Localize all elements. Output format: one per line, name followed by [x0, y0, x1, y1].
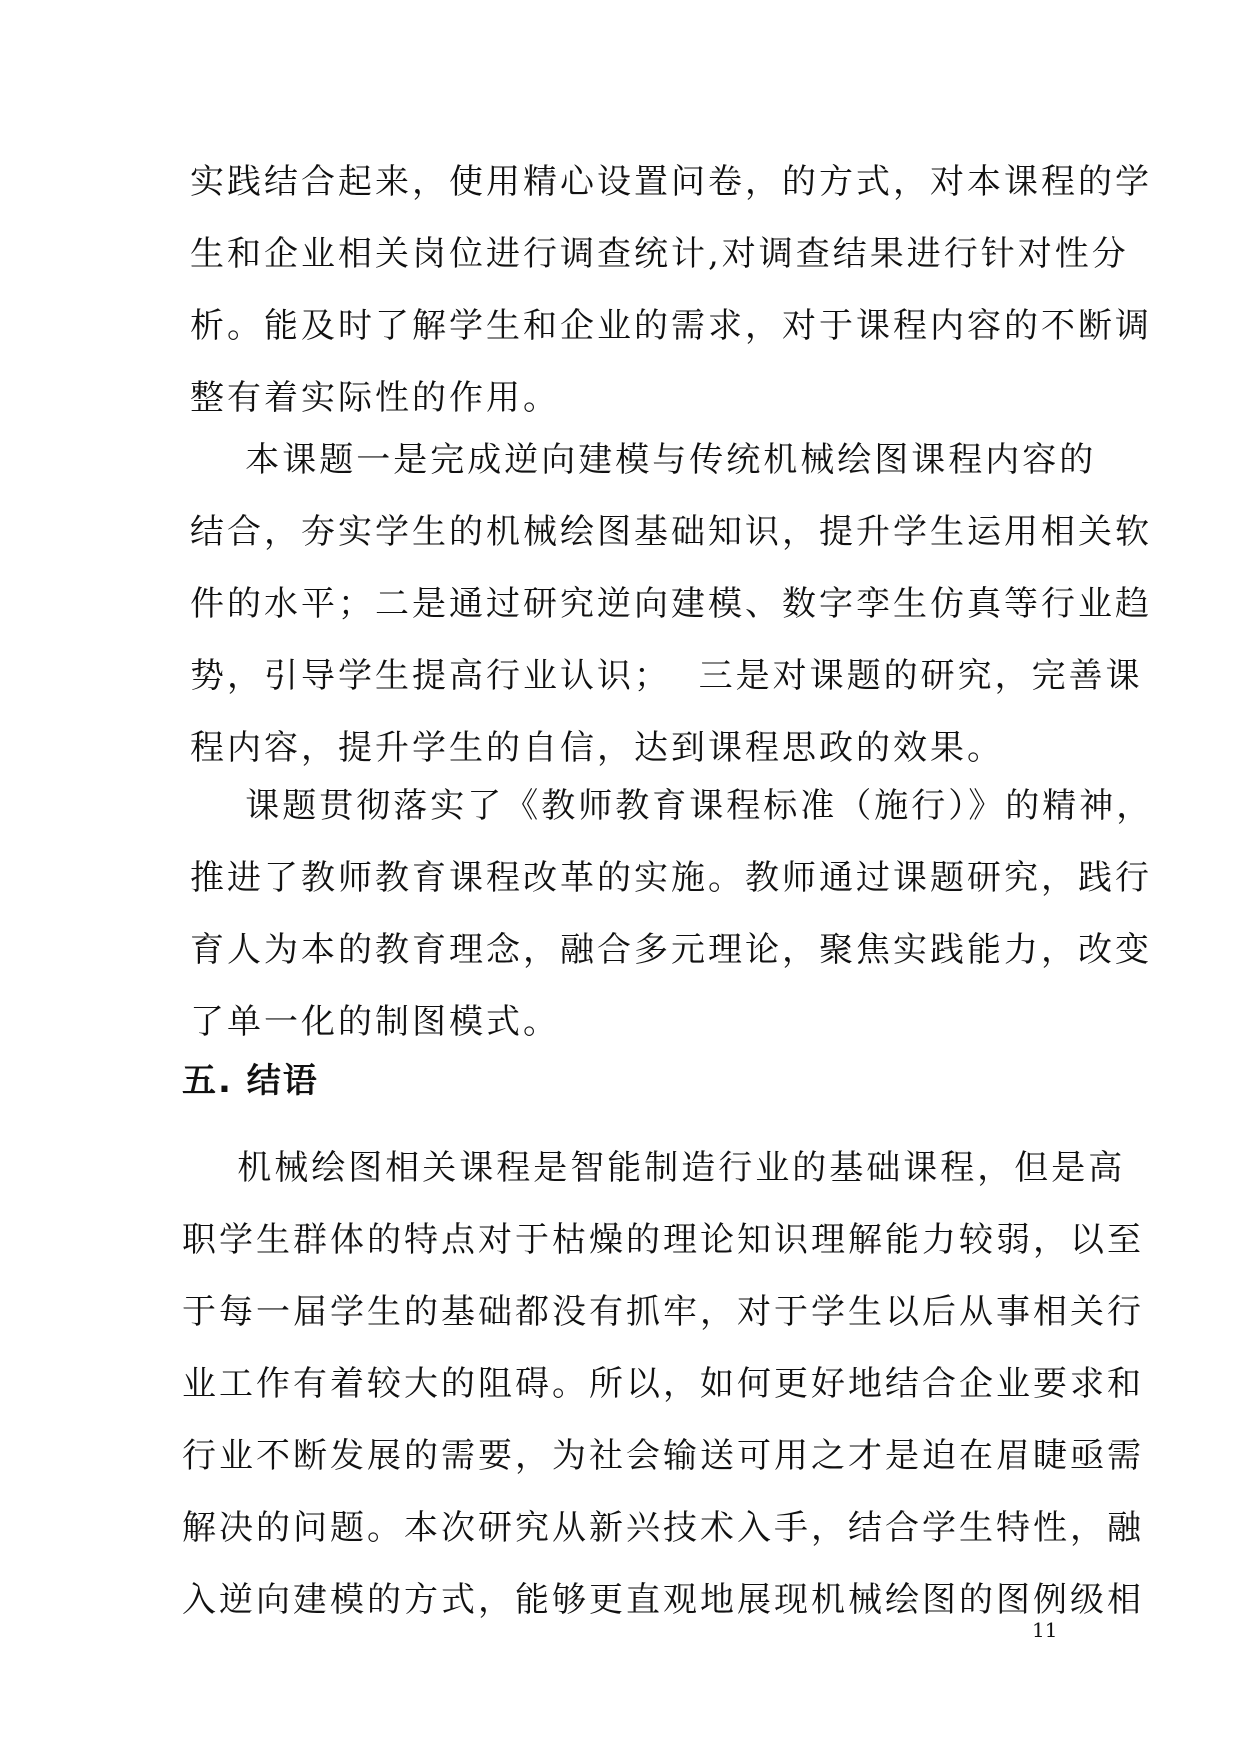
paragraph-line: 育人为本的教育理念，融合多元理论，聚焦实践能力，改变: [190, 930, 1152, 970]
paragraph-line: 件的水平；二是通过研究逆向建模、数字孪生仿真等行业趋: [190, 584, 1152, 624]
paragraph-line: 程内容，提升学生的自信，达到课程思政的效果。: [190, 728, 1004, 768]
paragraph-line: 推进了教师教育课程改革的实施。教师通过课题研究，践行: [190, 858, 1152, 898]
paragraph-line: 结合，夯实学生的机械绘图基础知识，提升学生运用相关软: [190, 512, 1152, 552]
paragraph-policy: [190, 770, 1154, 1058]
paragraph-line: 解决的问题。本次研究从新兴技术入手，结合学生特性，融: [182, 1508, 1144, 1548]
paragraph-line: 生和企业相关岗位进行调查统计,对调查结果进行针对性分: [190, 234, 1129, 274]
paragraph-objectives: [190, 424, 1152, 784]
paragraph-line: 析。能及时了解学生和企业的需求，对于课程内容的不断调: [190, 306, 1152, 346]
paragraph-survey: [190, 146, 1152, 434]
paragraph-line: 实践结合起来，使用精心设置问卷，的方式，对本课程的学: [190, 162, 1152, 202]
paragraph-line: 职学生群体的特点对于枯燥的理论知识理解能力较弱，以至: [182, 1220, 1144, 1260]
section-heading: 五. 结语: [182, 1061, 319, 1101]
paragraph-line: 行业不断发展的需要，为社会输送可用之才是迫在眉睫亟需: [182, 1436, 1144, 1476]
paragraph-line: 入逆向建模的方式，能够更直观地展现机械绘图的图例级相: [182, 1580, 1144, 1620]
paragraph-line: 机械绘图相关课程是智能制造行业的基础课程，但是高: [182, 1148, 1126, 1188]
paragraph-line: 课题贯彻落实了《教师教育课程标准（施行）》的精神，: [190, 786, 1154, 826]
paragraph-line: 业工作有着较大的阻碍。所以，如何更好地结合企业要求和: [182, 1364, 1144, 1404]
page-number: 11: [1032, 1618, 1058, 1642]
paragraph-conclusion: [182, 1132, 1144, 1636]
paragraph-line: 于每一届学生的基础都没有抓牢，对于学生以后从事相关行: [182, 1292, 1144, 1332]
paragraph-line: 势，引导学生提高行业认识； 三是对课题的研究，完善课: [190, 656, 1143, 696]
paragraph-line: 本课题一是完成逆向建模与传统机械绘图课程内容的: [190, 440, 1097, 480]
paragraph-line: 整有着实际性的作用。: [190, 378, 560, 418]
paragraph-line: 了单一化的制图模式。: [190, 1002, 560, 1042]
